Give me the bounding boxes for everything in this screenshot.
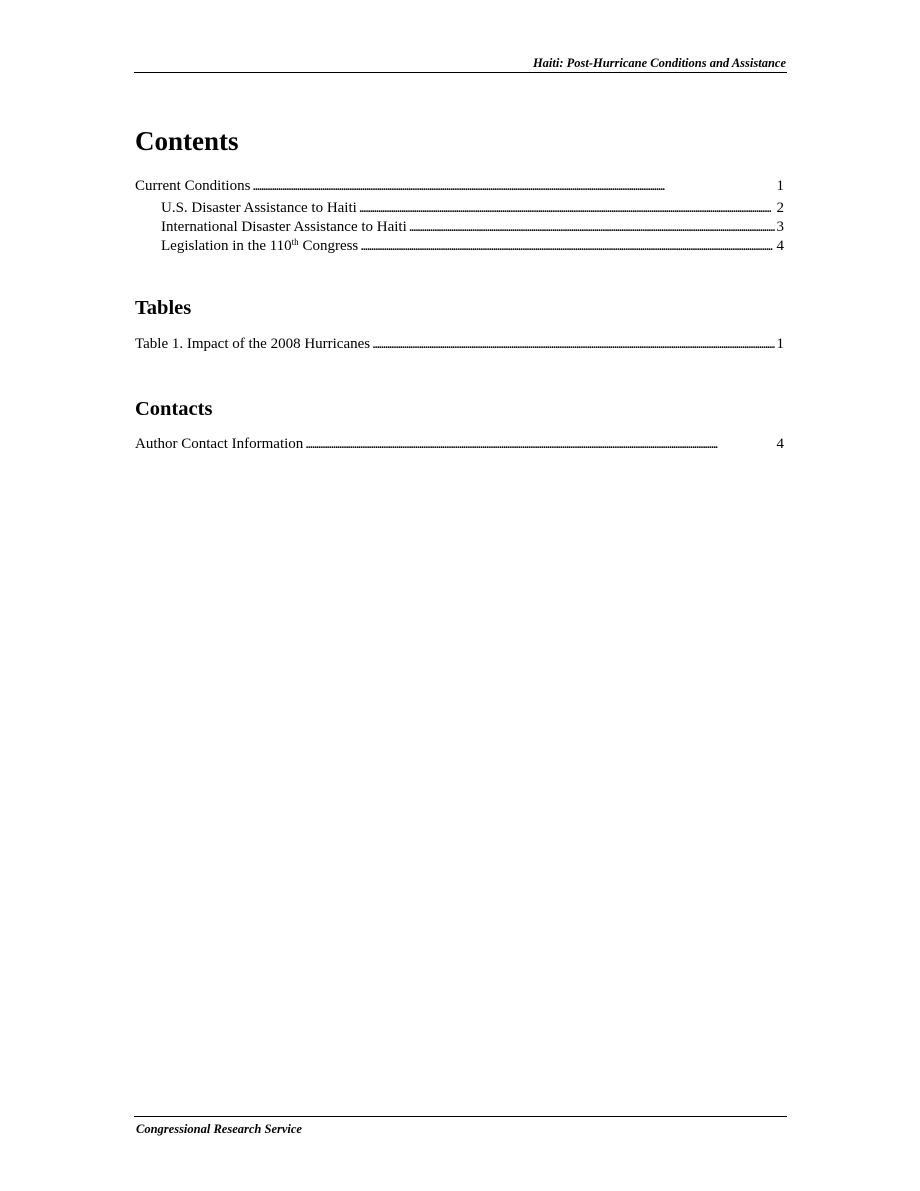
toc-entry-international-disaster-assistance[interactable] [161, 218, 784, 237]
toc-leader-dots [372, 335, 774, 354]
footer: Congressional Research Service [136, 1122, 302, 1136]
ordinal-superscript: th [291, 237, 299, 247]
toc-leader-dots [360, 237, 774, 256]
toc-entry-author-contact[interactable] [135, 435, 784, 454]
toc-page-number: 4 [776, 436, 784, 452]
toc-page-number: 3 [776, 219, 784, 235]
toc-entry-label [161, 237, 358, 256]
toc-page-number: 1 [776, 336, 784, 352]
tables-heading: Tables [135, 297, 192, 319]
toc-entry-label: International Disaster Assistance to Haiti [161, 219, 407, 235]
toc-entry-label: Current Conditions [135, 178, 251, 194]
toc-entry-label-start: Legislation in the 110 [161, 238, 292, 254]
toc-entry-us-disaster-assistance[interactable] [161, 199, 784, 218]
toc-page-number: 4 [776, 238, 784, 254]
contents-heading: Contents [135, 126, 239, 156]
header-rule [134, 72, 787, 73]
toc-leader-dots [305, 435, 774, 454]
toc-page-number: 2 [776, 200, 784, 216]
toc-entry-legislation[interactable] [161, 237, 784, 256]
toc-page-number: 1 [776, 178, 784, 194]
toc-leader-dots [359, 199, 775, 218]
toc-entry-label-end: Congress [298, 238, 359, 254]
toc-leader-dots [252, 177, 774, 196]
toc-entry-table-1[interactable] [135, 335, 784, 354]
toc-entry-label: Table 1. Impact of the 2008 Hurricanes [135, 336, 371, 352]
toc-leader-dots [409, 218, 775, 237]
footer-rule [134, 1116, 787, 1117]
toc-entry-label: Author Contact Information [135, 436, 304, 452]
contacts-heading: Contacts [135, 398, 213, 420]
toc-entry-current-conditions[interactable] [135, 177, 784, 196]
running-header: Haiti: Post-Hurricane Conditions and Assistance [532, 56, 786, 70]
toc-entry-label: U.S. Disaster Assistance to Haiti [161, 200, 357, 216]
